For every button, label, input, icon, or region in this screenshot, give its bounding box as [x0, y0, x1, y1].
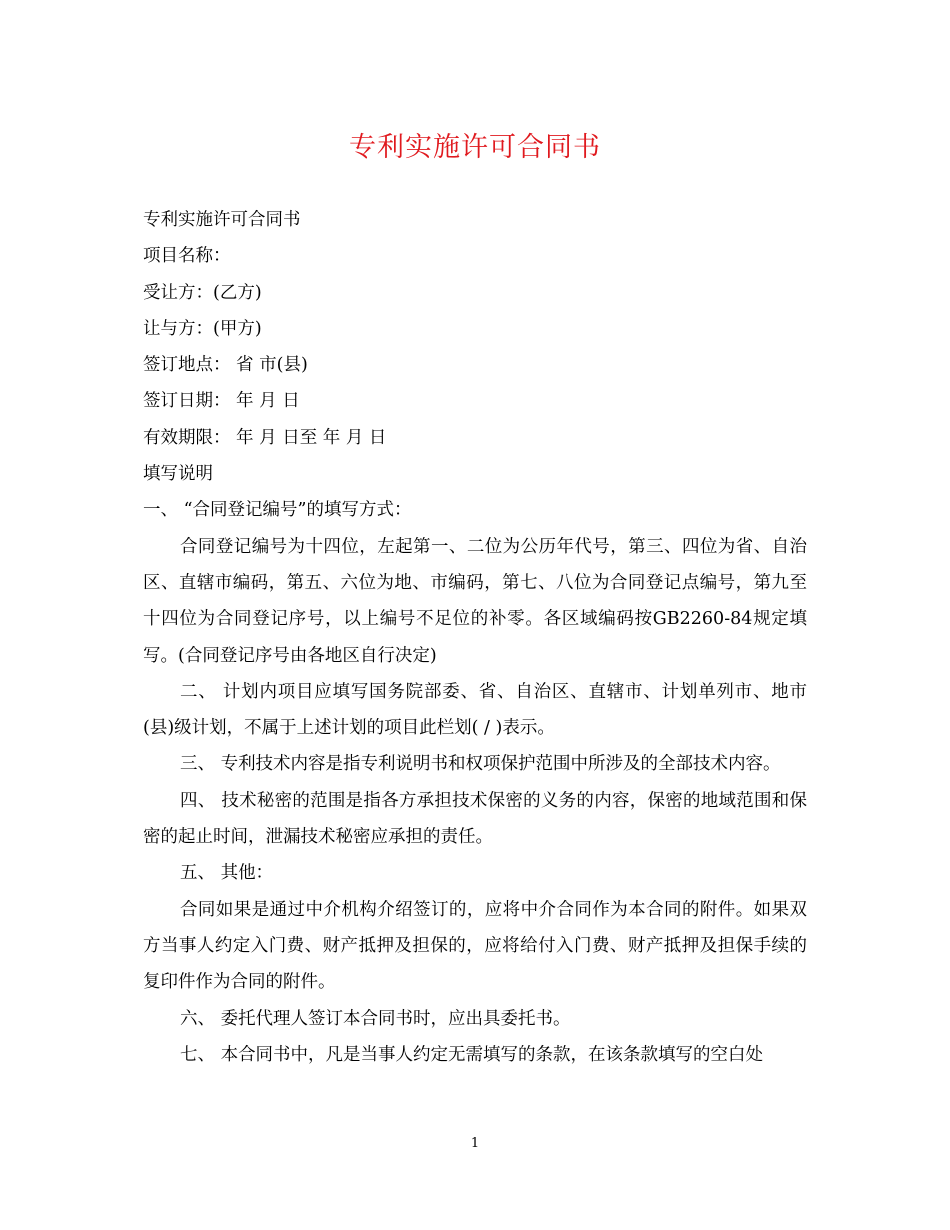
paragraph-item-seven: 七、 本合同书中，凡是当事人约定无需填写的条款，在该条款填写的空白处: [180, 1044, 764, 1065]
paragraph-item-two: 二、 计划内项目应填写国务院部委、省、自治区、直辖市、计划单列市、地市(县)级计划，不属于上述计划的项目此栏划( / )表示。: [143, 681, 807, 739]
paragraph-registration-number: 合同登记编号为十四位，左起第一、二位为公历年代号，第三、四位为省、自治区、直辖市编码，第五、六位为地、市编码，第七、八位为合同登记点编号，第九至十四位为合同登记序号，以上编号不足位的补零。各区域编码按GB2260-84规定填写。(合同登记序号由各地区自行决定): [143, 536, 807, 666]
paragraph-item-five: 五、 其他：: [180, 863, 274, 884]
line-signing-place: 签订地点： 省 市(县): [143, 355, 308, 376]
line-doc-name: 专利实施许可合同书: [143, 210, 301, 230]
paragraph-item-six: 六、 委托代理人签订本合同书时，应出具委托书。: [180, 1008, 571, 1029]
line-project-name: 项目名称：: [143, 246, 231, 267]
paragraph-item-three: 三、 专利技术内容是指专利说明书和权项保护范围中所涉及的全部技术内容。: [180, 754, 781, 775]
line-instructions-heading: 填写说明: [143, 464, 213, 485]
line-assignee: 受让方：(乙方): [143, 282, 262, 303]
document-body: [143, 202, 807, 1073]
paragraph-intermediary: 合同如果是通过中介机构介绍签订的，应将中介合同作为本合同的附件。如果双方当事人约定入门费、财产抵押及担保的，应将给付入门费、财产抵押及担保手续的复印件作为合同的附件。: [143, 899, 807, 993]
line-item-one: 一、 “合同登记编号”的填写方式：: [143, 500, 412, 521]
line-assignor: 让与方：(甲方): [143, 318, 262, 339]
line-signing-date: 签订日期： 年 月 日: [143, 391, 300, 412]
paragraph-item-four: 四、 技术秘密的范围是指各方承担技术保密的义务的内容，保密的地域范围和保密的起止时间，泄漏技术秘密应承担的责任。: [143, 790, 807, 848]
document-title: 专利实施许可合同书: [349, 132, 601, 163]
page-number: 1: [470, 1136, 480, 1151]
line-validity-period: 有效期限： 年 月 日至 年 月 日: [143, 427, 387, 448]
